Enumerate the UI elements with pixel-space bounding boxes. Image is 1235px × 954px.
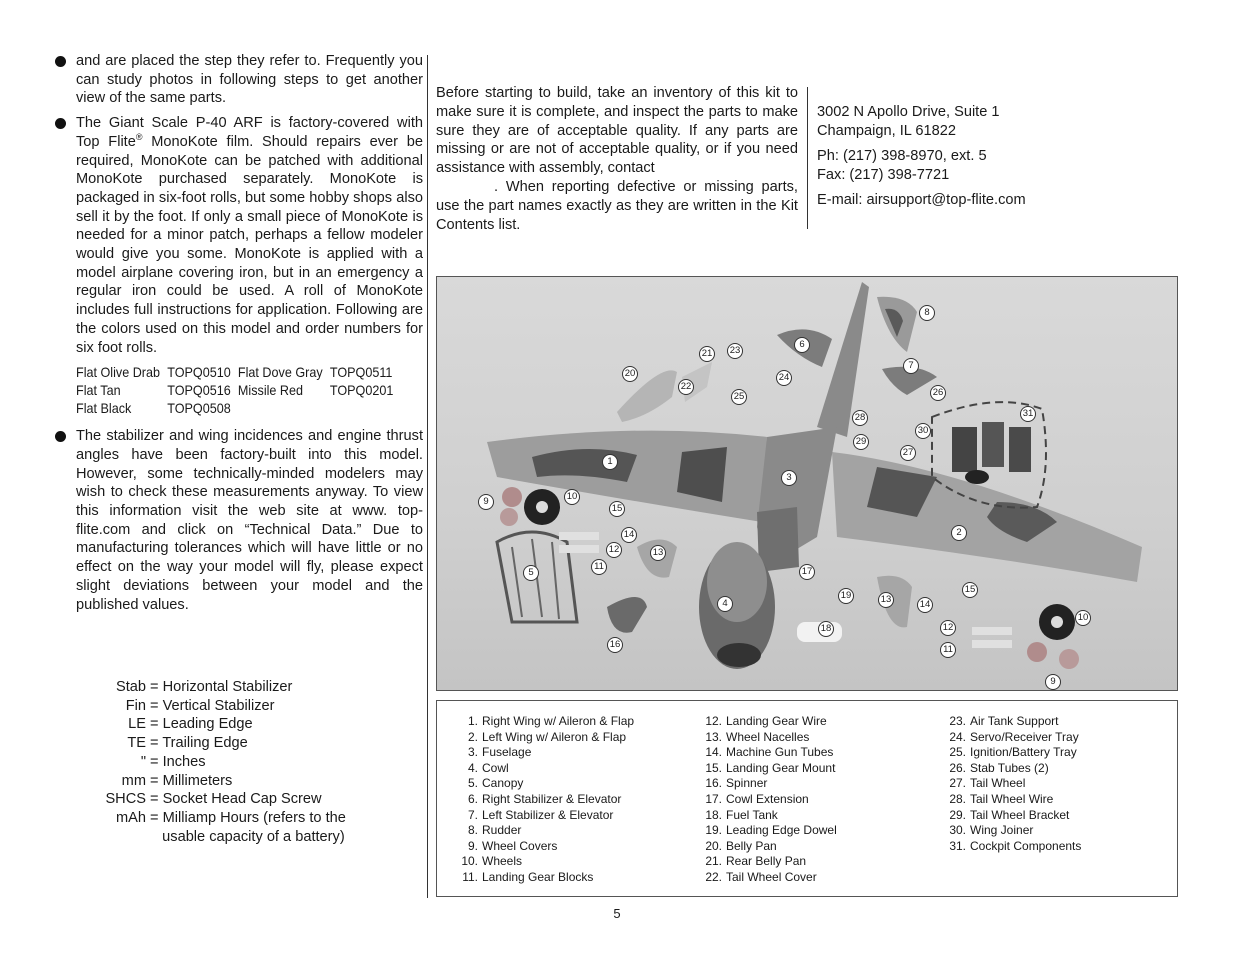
part-callout: 15 — [609, 501, 625, 517]
list-item: 8. Rudder — [467, 823, 522, 838]
part-callout: 24 — [776, 370, 792, 386]
list-item: 15. Landing Gear Mount — [705, 760, 836, 775]
list-item: 25. Ignition/Battery Tray — [949, 745, 1077, 760]
bullet-photos — [55, 52, 423, 108]
abbr-row — [86, 697, 360, 716]
monokote-colors-table — [76, 363, 401, 417]
inventory-paragraph — [436, 84, 798, 234]
list-item: 17. Cowl Extension — [705, 791, 809, 806]
bullet-dot — [55, 56, 66, 67]
inventory-text: . When reporting defective or missing parts, use the part names exactly as they are written in the Kit Contents list. — [436, 178, 798, 233]
abbr-value: = Inches — [150, 753, 206, 770]
list-item: 2. Left Wing w/ Aileron & Flap — [467, 729, 627, 744]
list-item: 12. Landing Gear Wire — [705, 714, 827, 728]
part-callout: 4 — [717, 596, 733, 612]
abbr-value: = Socket Head Cap Screw — [150, 791, 322, 808]
part-callout: 28 — [852, 410, 868, 426]
abbr-value: = Millimeters — [150, 772, 233, 789]
list-item: 5. Canopy — [467, 776, 524, 791]
part-callout: 23 — [727, 343, 743, 359]
part-callout: 1 — [602, 454, 618, 470]
abbr-value: = Milliamp Hours (refers to the — [150, 809, 346, 826]
list-item: 28. Tail Wheel Wire — [949, 791, 1054, 806]
abbr-value: = Vertical Stabilizer — [150, 697, 275, 714]
list-item: 6. Right Stabilizer & Elevator — [467, 791, 622, 806]
list-item: 21. Rear Belly Pan — [705, 854, 807, 869]
part-callout: 29 — [853, 434, 869, 450]
part-callout: 22 — [678, 379, 694, 395]
part-callout: 17 — [799, 564, 815, 580]
abbr-value: = Leading Edge — [150, 716, 253, 733]
part-callout: 21 — [699, 346, 715, 362]
list-item: 14. Machine Gun Tubes — [705, 745, 834, 760]
list-item: 24. Servo/Receiver Tray — [949, 729, 1079, 744]
list-item: 19. Leading Edge Dowel — [705, 823, 837, 838]
list-item: 29. Tail Wheel Bracket — [949, 807, 1070, 822]
list-item: 26. Stab Tubes (2) — [949, 760, 1049, 775]
abbr-value: = Horizontal Stabilizer — [150, 679, 293, 695]
list-item: 10. Wheels — [461, 854, 523, 869]
part-callout: 31 — [1020, 406, 1036, 422]
email[interactable]: E-mail: airsupport@top-flite.com — [817, 192, 1026, 208]
abbr-row — [86, 715, 360, 734]
part-callout: 16 — [607, 637, 623, 653]
list-item: 31. Cockpit Components — [949, 838, 1082, 853]
abbr-key: SHCS — [105, 791, 146, 808]
color-code: TOPQ0511 — [329, 364, 393, 381]
part-callout: 7 — [903, 358, 919, 374]
abbr-row — [86, 678, 360, 697]
part-callout: 13 — [878, 592, 894, 608]
part-callout: 14 — [917, 597, 933, 613]
abbr-key: LE — [128, 716, 146, 733]
color-code: TOPQ0510 — [167, 364, 231, 381]
part-callout: 18 — [818, 621, 834, 637]
kit-contents-photo — [436, 276, 1178, 691]
part-callout: 19 — [838, 588, 854, 604]
bullet-dot — [55, 431, 66, 442]
part-callout: 15 — [962, 582, 978, 598]
part-callout: 26 — [930, 385, 946, 401]
list-item: 16. Spinner — [705, 776, 768, 791]
list-item: 20. Belly Pan — [705, 838, 777, 853]
abbr-key: TE — [127, 735, 146, 752]
list-item: 13. Wheel Nacelles — [705, 729, 810, 744]
address-line: Champaign, IL 61822 — [817, 123, 957, 139]
color-row — [76, 363, 401, 381]
abbr-row — [86, 772, 360, 791]
list-item: 18. Fuel Tank — [705, 807, 778, 822]
part-callout: 30 — [915, 423, 931, 439]
color-name: Missile Red — [237, 382, 304, 399]
abbr-value: usable capacity of a battery) — [150, 828, 345, 845]
list-item: 11. Landing Gear Blocks — [462, 869, 594, 884]
abbr-row — [86, 753, 360, 772]
list-item: 7. Left Stabilizer & Elevator — [467, 807, 614, 822]
address-line: 3002 N Apollo Drive, Suite 1 — [817, 104, 1000, 120]
part-callout: 2 — [951, 525, 967, 541]
part-callout: 11 — [940, 642, 956, 658]
color-code: TOPQ0516 — [167, 382, 231, 399]
bullet-text: The stabilizer and wing incidences and engine thrust angles have been factory-built into this model. However, some technically-minded modelers may wish to check these measurements anyway. To view this information visit the web site at www. top-flite.com and click on “Technical Data.” Due to manufacturing tolerances which will have little or no effect on the way your model will fly, please expect slight deviations between your model and the published values. — [76, 428, 423, 613]
color-name — [238, 399, 330, 417]
abbreviations-list — [86, 678, 360, 846]
column-divider — [427, 55, 428, 898]
color-row — [76, 399, 401, 417]
list-item: 4. Cowl — [467, 760, 509, 775]
part-callout: 12 — [940, 620, 956, 636]
abbr-key: mm — [121, 772, 146, 789]
color-code — [330, 399, 401, 417]
color-code: TOPQ0201 — [329, 382, 394, 399]
abbr-row — [86, 790, 360, 809]
left-column — [55, 52, 423, 620]
part-callout: 10 — [1075, 610, 1091, 626]
page-number: 5 — [613, 906, 621, 921]
abbr-key: mAh — [115, 809, 146, 826]
bullet-dot — [55, 118, 66, 129]
part-callout: 25 — [731, 389, 747, 405]
abbr-key: Fin — [125, 697, 146, 714]
abbr-key: Stab — [115, 679, 146, 695]
contact-block — [817, 103, 1077, 216]
column-divider — [807, 87, 808, 229]
part-callout: 11 — [591, 559, 607, 575]
color-name: Flat Dove Gray — [237, 364, 323, 381]
list-item: 1. Right Wing w/ Aileron & Flap — [467, 714, 635, 728]
phone: Ph: (217) 398-8970, ext. 5 — [817, 148, 987, 164]
part-callout: 20 — [622, 366, 638, 382]
bullet-incidences — [55, 427, 423, 614]
kit-contents-list — [436, 700, 1178, 897]
color-name: Flat Tan — [76, 382, 121, 399]
list-item: 9. Wheel Covers — [467, 838, 558, 853]
list-item: 22. Tail Wheel Cover — [705, 869, 817, 884]
kit-contents-column — [454, 714, 634, 886]
part-callout: 13 — [650, 545, 666, 561]
abbr-key — [86, 828, 150, 847]
abbr-row — [86, 828, 360, 847]
abbr-row — [86, 734, 360, 753]
part-callout: 12 — [606, 542, 622, 558]
list-item: 27. Tail Wheel — [949, 776, 1026, 791]
list-item: 3. Fuselage — [467, 745, 532, 760]
color-name: Flat Black — [76, 400, 132, 417]
part-callout: 9 — [1045, 674, 1061, 690]
inventory-text: Before starting to build, take an inventory of this kit to make sure it is complete, and inspect the parts to make sure they are of acceptable quality. If any parts are missing or are not of acceptable quality, or if you need assistance with assembly, contact — [436, 85, 798, 177]
part-callout: 8 — [919, 305, 935, 321]
abbr-key: " — [140, 753, 146, 770]
part-callout: 10 — [564, 489, 580, 505]
color-row — [76, 381, 401, 399]
list-item: 30. Wing Joiner — [949, 823, 1034, 838]
abbr-value: = Trailing Edge — [150, 735, 248, 752]
kit-contents-column — [942, 714, 1081, 854]
list-item: 23. Air Tank Support — [949, 714, 1059, 728]
part-callout: 5 — [523, 565, 539, 581]
bullet-monokote — [55, 114, 423, 357]
part-callout: 9 — [478, 494, 494, 510]
kit-contents-column — [698, 714, 837, 886]
part-callout: 3 — [781, 470, 797, 486]
bullet-text: The Giant Scale P-40 ARF is factory-covered with Top Flite® MonoKote film. Should repairs ever be required, MonoKote can be patched with additional MonoKote purchased separately. MonoKote is packaged in six-foot rolls, but some hobby shops also sell it by the foot. If only a small piece of MonoKote is needed for a minor patch, perhaps a fellow modeler would give you some. MonoKote is applied with a model airplane covering iron, but in an emergency a regular iron could be used. A roll of MonoKote includes full instructions for application. Following are the colors used on this model and order numbers for six foot rolls. — [76, 115, 423, 356]
bullet-text: and are placed the step they refer to. Frequently you can study photos in following steps to get another view of the same parts. — [76, 53, 423, 107]
part-callout: 27 — [900, 445, 916, 461]
color-code: TOPQ0508 — [167, 400, 231, 417]
color-name: Flat Olive Drab — [76, 364, 161, 381]
fax: Fax: (217) 398-7721 — [817, 167, 950, 183]
abbr-row — [86, 809, 360, 828]
part-callout: 6 — [794, 337, 810, 353]
part-callout: 14 — [621, 527, 637, 543]
